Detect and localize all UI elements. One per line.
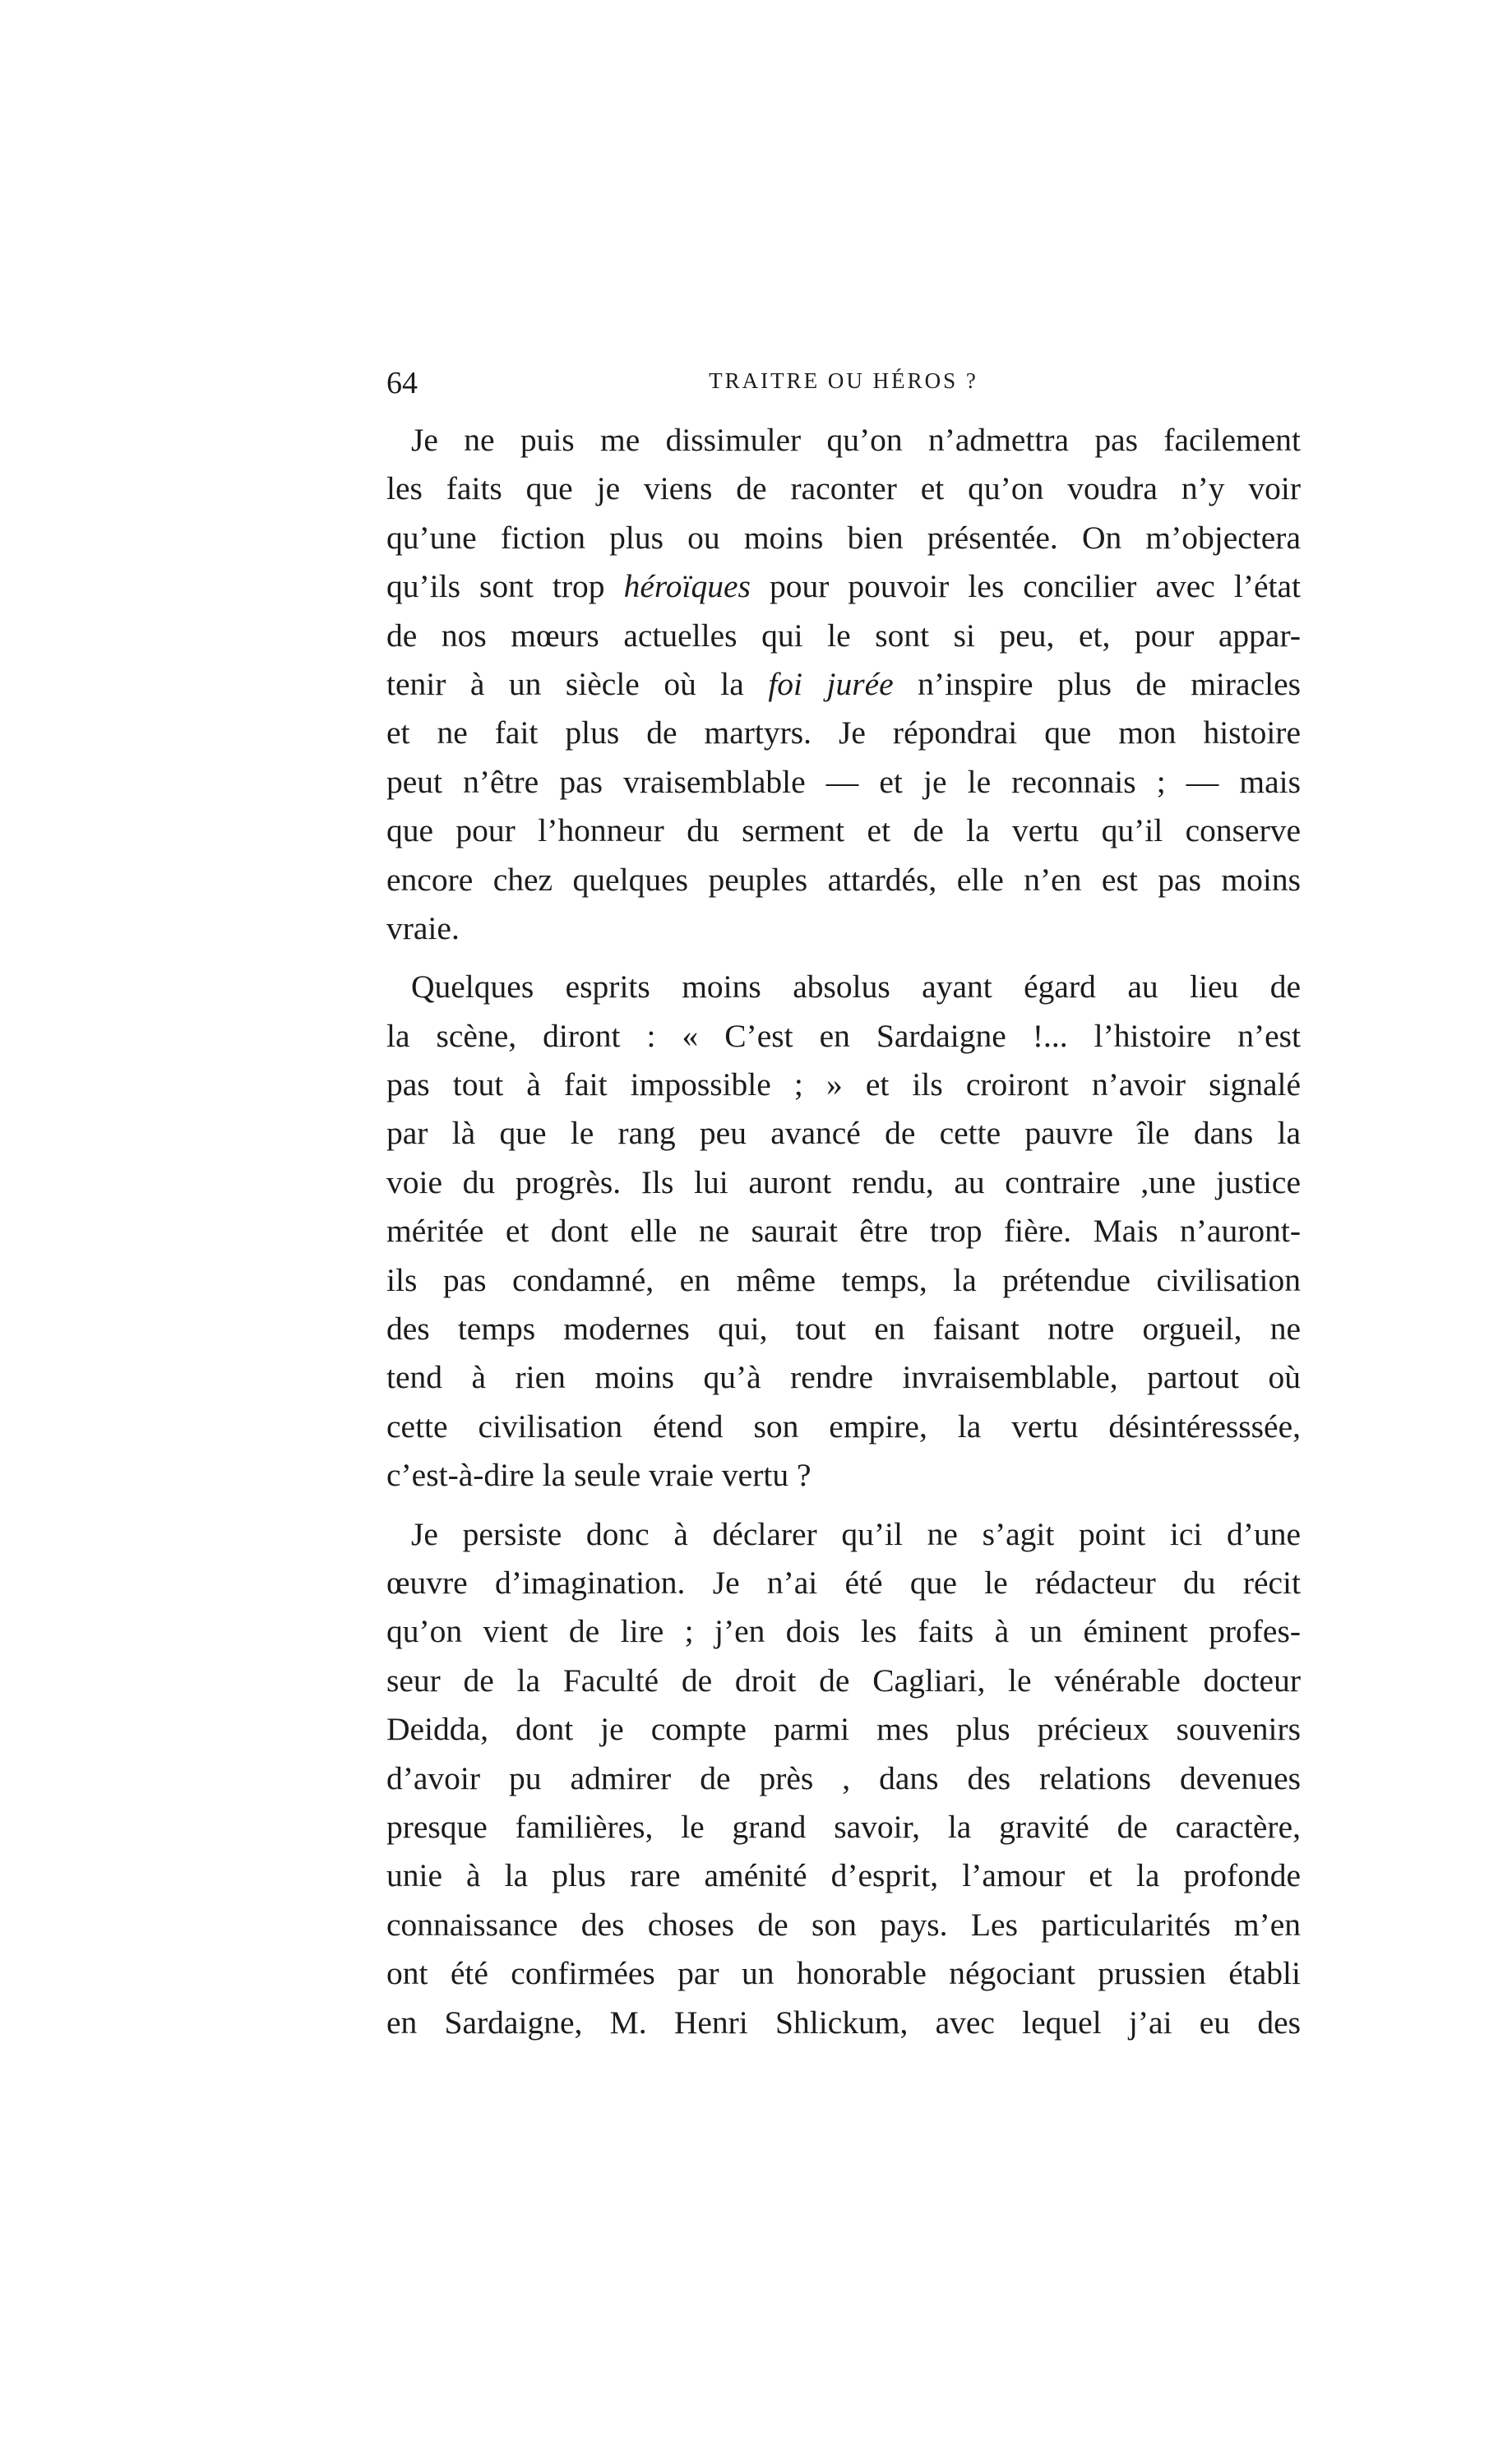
text-line: et ne fait plus de martyrs. Je répondrai que mon histoire — [386, 714, 1301, 751]
paragraph — [386, 416, 1301, 953]
text-line: Je ne puis me dissimuler qu’on n’admettra pas facilement — [411, 422, 1301, 458]
text-line: Je persiste donc à déclarer qu’il ne s’agit point ici d’une — [411, 1515, 1301, 1552]
text-line: œuvre d’imagination. Je n’ai été que le rédacteur du récit — [386, 1564, 1301, 1601]
text-line: la scène, diront : « C’est en Sardaigne !... l’histoire n’est — [386, 1017, 1301, 1054]
text-line: méritée et dont elle ne saurait être trop fière. Mais n’auront- — [386, 1213, 1301, 1250]
text-run: n’inspire plus de miracles — [893, 665, 1301, 702]
text-line: unie à la plus rare aménité d’esprit, l’amour et la profonde — [386, 1857, 1301, 1894]
text-line: qu’une fiction plus ou moins bien présentée. On m’objectera — [386, 519, 1301, 556]
text-line: peut n’être pas vraisemblable — et je le reconnais ; — mais — [386, 763, 1301, 800]
running-title: TRAITRE OU HÉROS ? — [709, 368, 978, 393]
text-line: vraie. — [386, 909, 460, 946]
body-text — [386, 416, 1301, 2047]
italic-text: foi jurée — [768, 665, 894, 702]
text-line — [386, 660, 1301, 709]
text-line: c’est-à-dire la seule vraie vertu ? — [386, 1457, 811, 1494]
text-line: tend à rien moins qu’à rendre invraisemblable, partout où — [386, 1359, 1301, 1396]
text-line: cette civilisation étend son empire, la vertu désintéresssée, — [386, 1408, 1301, 1445]
text-line — [386, 562, 1301, 611]
text-line: presque familières, le grand savoir, la gravité de caractère, — [386, 1808, 1301, 1845]
text-line: Quelques esprits moins absolus ayant égard au lieu de — [411, 968, 1301, 1005]
text-line: ils pas condamné, en même temps, la prétendue civilisation — [386, 1261, 1301, 1298]
text-line: que pour l’honneur du serment et de la vertu qu’il conserve — [386, 812, 1301, 849]
italic-text: héroïques — [623, 568, 751, 605]
paragraph — [386, 963, 1301, 1500]
text-run: pour pouvoir les concilier avec l’état — [750, 568, 1301, 605]
text-line: des temps modernes qui, tout en faisant notre orgueil, ne — [386, 1311, 1301, 1348]
text-line: voie du progrès. Ils lui auront rendu, au contraire ,une justice — [386, 1163, 1301, 1200]
text-run: tenir à un siècle où la — [386, 665, 769, 702]
page-number: 64 — [386, 366, 418, 400]
text-run: qu’ils sont trop — [386, 568, 624, 605]
text-line: pas tout à fait impossible ; » et ils croiront n’avoir signalé — [386, 1066, 1301, 1103]
text-line: par là que le rang peu avancé de cette pauvre île dans la — [386, 1115, 1301, 1152]
text-line: Deidda, dont je compte parmi mes plus précieux souvenirs — [386, 1711, 1301, 1748]
running-head — [386, 365, 1301, 401]
text-line: d’avoir pu admirer de près , dans des relations devenues — [386, 1759, 1301, 1796]
text-line: connaissance des choses de son pays. Les particularités m’en — [386, 1906, 1301, 1943]
text-line: encore chez quelques peuples attardés, elle n’en est pas moins — [386, 861, 1301, 898]
text-line: qu’on vient de lire ; j’en dois les faits à un éminent profes- — [386, 1613, 1301, 1650]
paragraph-gap — [386, 953, 1301, 963]
text-line: les faits que je viens de raconter et qu’on voudra n’y voir — [386, 470, 1301, 507]
paragraph-gap — [386, 1500, 1301, 1510]
text-line: de nos mœurs actuelles qui le sont si peu, et, pour appar- — [386, 617, 1301, 654]
text-line: en Sardaigne, M. Henri Shlickum, avec lequel j’ai eu des — [386, 2004, 1301, 2041]
text-line: ont été confirmées par un honorable négociant prussien établi — [386, 1955, 1301, 1992]
text-line: seur de la Faculté de droit de Cagliari, le vénérable docteur — [386, 1662, 1301, 1699]
paragraph — [386, 1510, 1301, 2047]
